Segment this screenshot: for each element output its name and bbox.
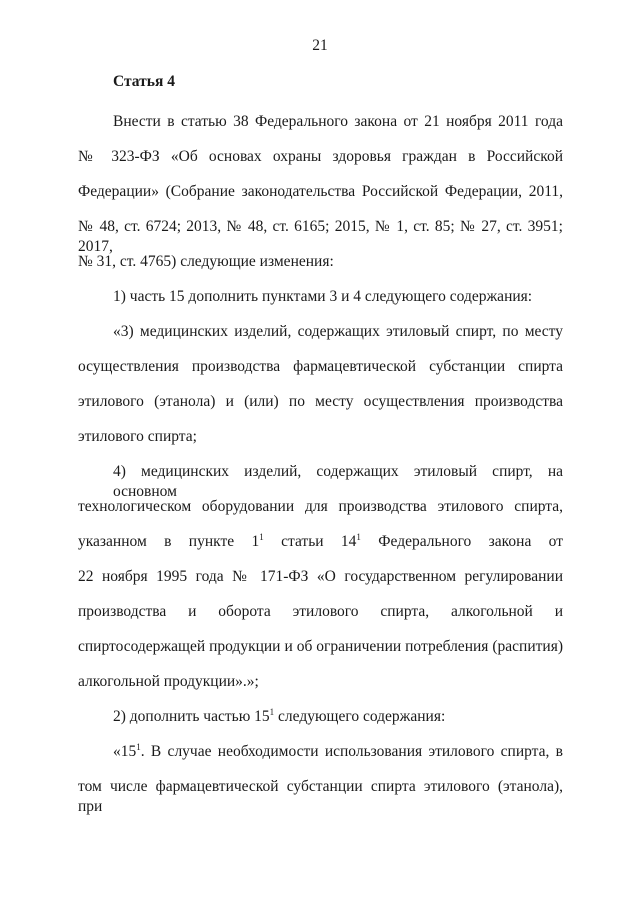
text-line: осуществления производства фармацевтической субстанции спирта: [78, 358, 563, 375]
text-line: «3) медицинских изделий, содержащих этиловый спирт, по месту: [113, 323, 563, 340]
text-line: 1) часть 15 дополнить пунктами 3 и 4 следующего содержания:: [113, 288, 533, 305]
article-heading: Статья 4: [113, 73, 175, 90]
text-fragment: статьи 14: [263, 533, 357, 550]
text-line: этилового спирта;: [78, 428, 197, 445]
text-fragment: Федерального закона от: [360, 533, 564, 550]
superscript: 1: [356, 532, 361, 542]
text-line: № 323-ФЗ «Об основах охраны здоровья граждан в Российской: [78, 148, 563, 165]
text-line: спиртосодержащей продукции и об ограничении потребления (распития): [78, 638, 563, 655]
text-line: алкогольной продукции».»;: [78, 673, 259, 690]
text-fragment: «15: [113, 743, 137, 760]
text-line: № 48, ст. 6724; 2013, № 48, ст. 6165; 2015, № 1, ст. 85; № 27, ст. 3951; 2017,: [78, 218, 563, 255]
text-fragment: 2) дополнить частью 15: [113, 708, 270, 725]
page-number: 21: [312, 37, 328, 54]
text-line: этилового (этанола) и (или) по месту осуществления производства: [78, 393, 563, 410]
text-fragment: следующего содержания:: [274, 708, 446, 725]
text-line-with-superscript: [113, 707, 563, 727]
text-line: 4) медицинских изделий, содержащих этиловый спирт, на основном: [113, 463, 563, 500]
text-line-with-superscripts: [78, 532, 563, 552]
superscript: 1: [269, 707, 275, 717]
text-line: технологическом оборудовании для производства этилового спирта,: [78, 498, 563, 515]
text-line-with-superscript: [113, 742, 563, 762]
text-line: Внести в статью 38 Федерального закона от 21 ноября 2011 года: [113, 113, 563, 130]
text-line: производства и оборота этилового спирта, алкогольной и: [78, 603, 563, 620]
text-fragment: . В случае необходимости использования этилового спирта, в: [140, 743, 563, 760]
text-line: 22 ноября 1995 года № 171-ФЗ «О государственном регулировании: [78, 568, 563, 585]
text-line: Федерации» (Собрание законодательства Российской Федерации, 2011,: [78, 183, 563, 200]
superscript: 1: [136, 742, 141, 752]
text-fragment: указанном в пункте 1: [78, 533, 260, 550]
text-line: том числе фармацевтической субстанции спирта этилового (этанола), при: [78, 778, 563, 815]
text-line: № 31, ст. 4765) следующие изменения:: [78, 253, 334, 270]
superscript: 1: [259, 532, 264, 542]
